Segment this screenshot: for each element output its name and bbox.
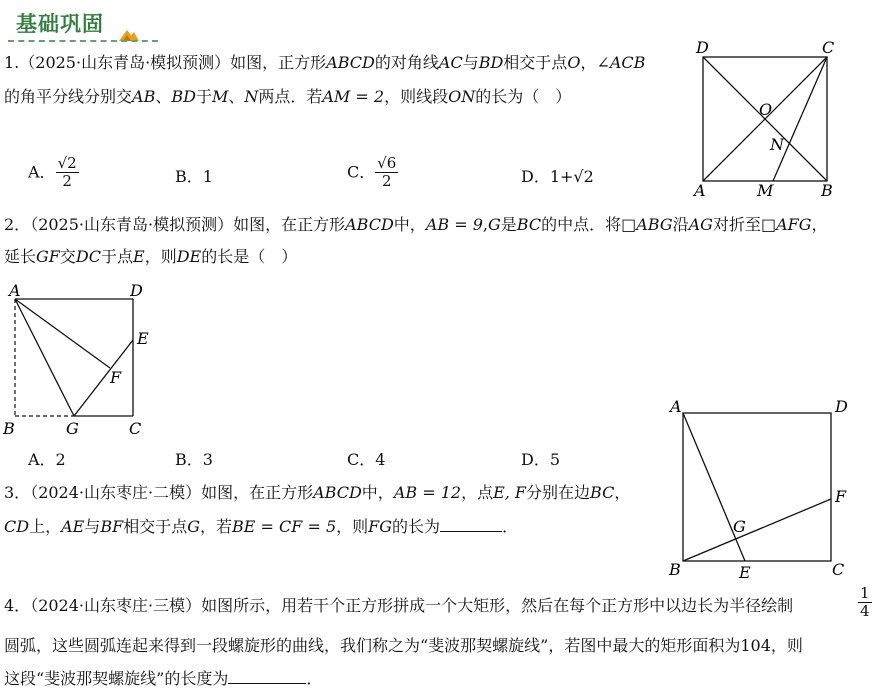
section-header [8, 4, 158, 38]
q2-label-c: C [129, 419, 142, 438]
q3-label-g: G [733, 517, 746, 536]
q1-figure [690, 38, 840, 200]
q1-label-d: D [696, 38, 709, 57]
q1-line2: 的角平分线分别交AB、BD于M、N两点．若AM = 2，则线段ON的长为（ ） [4, 87, 572, 106]
q2-label-g: G [66, 419, 79, 438]
q4-answer-blank[interactable] [228, 669, 306, 684]
q2-option-b: B．3 [175, 450, 213, 469]
q1-label-b: B [821, 181, 833, 200]
q2-figure [0, 278, 160, 444]
q1-label-c: C [822, 38, 835, 57]
q2-option-c: C．4 [347, 450, 386, 469]
q3-line1: 3．（2024·山东枣庄·二模）如图，在正方形ABCD中，AB = 12，点E, F分别在边BC， [4, 483, 631, 502]
q3-answer-blank[interactable] [440, 517, 502, 532]
q2-option-a: A．2 [28, 450, 66, 469]
q2-label-b: B [3, 419, 15, 438]
q2-label-d: D [130, 281, 143, 300]
q4-line1: 4．（2024·山东枣庄·三模）如图所示，用若干个正方形拼成一个大矩形，然后在每个正方形中以边长为半径绘制 [4, 596, 794, 615]
q1-option-d: D．1+√2 [521, 167, 594, 186]
q2-label-a: A [9, 281, 21, 300]
q2-line1: 2．（2025·山东青岛·模拟预测）如图，在正方形ABCD中，AB = 9,G是BC的中点．将□ABG沿AG对折至□AFG， [4, 215, 828, 234]
q1-option-b: B．1 [175, 167, 213, 186]
q3-label-b: B [669, 560, 681, 579]
q3-label-a: A [670, 397, 682, 416]
q4-line3: 这段“斐波那契螺旋线”的长度为 ． [4, 669, 323, 688]
section-title: 基础巩固 [16, 12, 104, 36]
header-divider [8, 40, 158, 42]
q3-line2: CD上，AE与BF相交于点G，若BE = CF = 5，则FG的长为 ． [4, 517, 519, 536]
q1-option-a: A． $\frac{√2}{2}$ [28, 154, 77, 190]
q3-label-e: E [739, 563, 751, 582]
q4-line2: 圆弧，这些圆弧连起来得到一段螺旋形的曲线，我们称之为“斐波那契螺旋线”，若图中最大的矩形面积为104，则 [4, 636, 803, 655]
q1-option-c: C． $\frac{√6}{2}$ [347, 154, 397, 190]
q1-label-o: O [759, 100, 773, 119]
q3-label-c: C [832, 560, 845, 579]
q4-fraction: $\frac{1}{4}$ [860, 584, 870, 620]
q2-line2: 延长GF交DC于点E，则DE的长是（ ） [4, 247, 298, 266]
q2-option-d: D．5 [521, 450, 561, 469]
q3-label-d: D [835, 397, 848, 416]
q2-label-f: F [110, 368, 122, 387]
q1-label-m: M [757, 181, 774, 200]
q2-label-e: E [137, 329, 149, 348]
q3-figure [664, 394, 854, 584]
q3-label-f: F [835, 487, 847, 506]
q1-label-a: A [694, 181, 706, 200]
q1-line1: 1.（2025·山东青岛·模拟预测）如图，正方形ABCD的对角线AC与BD相交于点O，∠ACB [4, 53, 646, 72]
q1-label-n: N [770, 135, 784, 154]
